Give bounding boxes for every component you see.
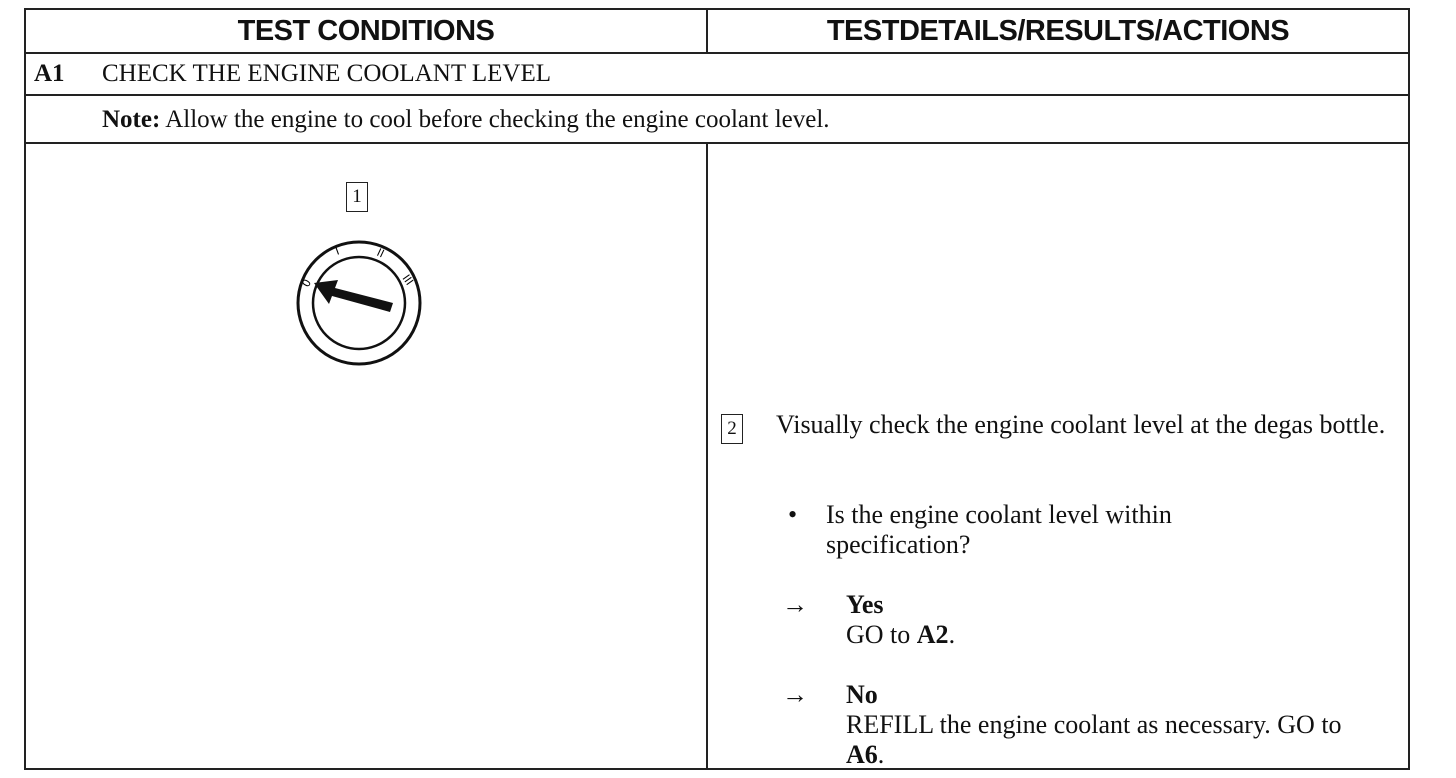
instruction-text: Visually check the engine coolant level at the degas bottle. [776,410,1386,439]
yes-action-prefix: GO to [846,620,917,649]
note-body: Allow the engine to cool before checking the engine coolant level. [165,106,830,133]
test-conditions-cell [26,144,708,768]
header-test-conditions: TEST CONDITIONS [26,10,708,52]
no-action-prefix: REFILL the engine coolant as necessary. GO to [846,710,1342,739]
no-arrow: → [782,680,808,709]
dial-pointer [314,280,393,312]
no-block [846,680,1386,770]
dial-pos-2: II [374,245,387,261]
note-text [102,106,830,134]
no-label: No [846,680,878,709]
no-action-suffix: . [877,740,885,769]
step-id: A1 [34,60,65,87]
step-title: CHECK THE ENGINE COOLANT LEVEL [102,60,552,87]
yes-block [846,590,955,650]
header-test-details: TESTDETAILS/RESULTS/ACTIONS [826,14,1290,47]
dial-pos-1: I [333,244,342,258]
note-label: Note: [102,106,161,133]
dial-pos-0: 0 [299,276,315,290]
figure-number-2: 2 [721,414,743,444]
yes-action-target: A2 [916,620,949,649]
diagnostic-table [24,8,1410,770]
table-header [26,10,1408,54]
ignition-switch-icon [294,238,424,368]
dial-pos-3: III [399,272,416,288]
question-text: Is the engine coolant level within specification? [826,500,1172,559]
yes-action-suffix: . [948,620,956,649]
step-row [26,54,1408,96]
no-action-target: A6 [846,740,878,769]
figure-number-1: 1 [346,182,368,212]
test-details-cell [708,144,1408,768]
note-row [26,96,1408,144]
question-bullet: • [788,500,798,529]
yes-arrow: → [782,590,808,619]
yes-label: Yes [846,590,884,619]
